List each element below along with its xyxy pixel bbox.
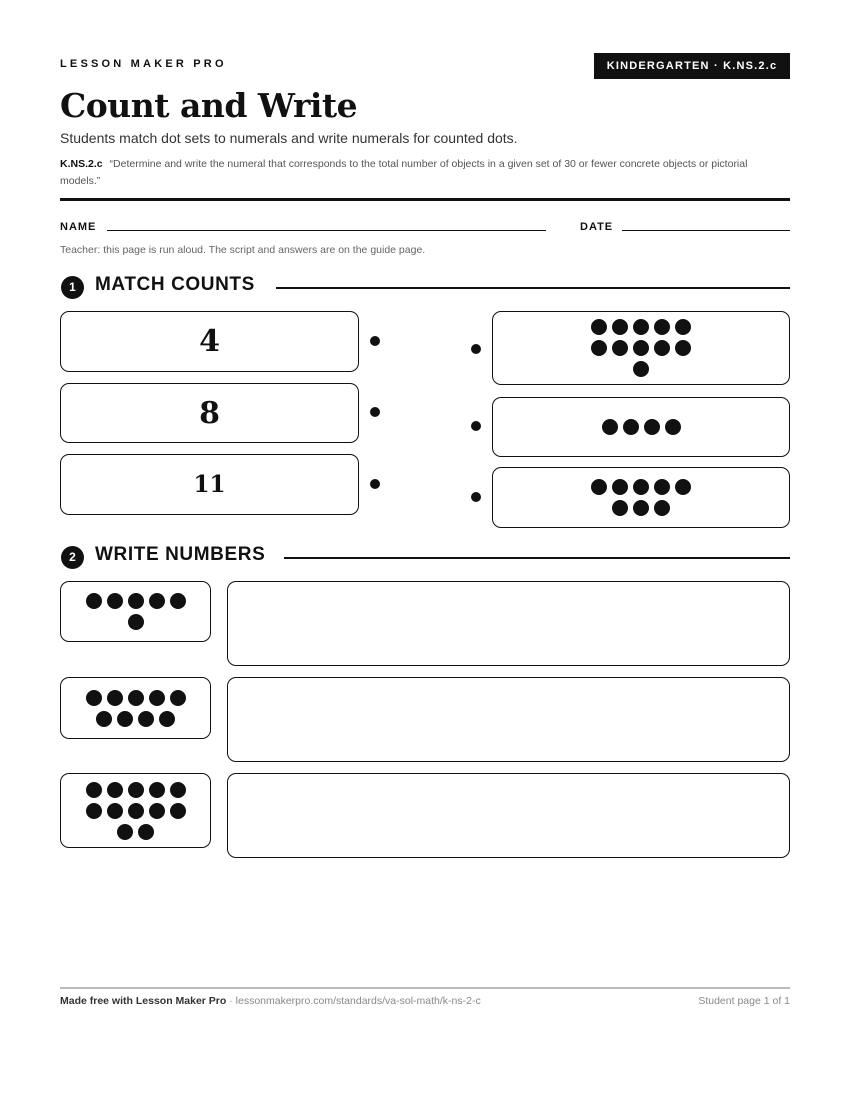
standard-code: K.NS.2.c <box>60 158 103 170</box>
dot <box>149 782 165 798</box>
dot-row <box>117 824 154 840</box>
dot <box>591 319 607 335</box>
page-subtitle: Students match dot sets to numerals and write numerals for counted dots. <box>60 130 518 146</box>
dot <box>128 614 144 630</box>
dot <box>170 593 186 609</box>
dot-set-card <box>60 677 211 739</box>
dot-set-card <box>60 773 211 848</box>
dot <box>117 711 133 727</box>
answer-box[interactable] <box>227 773 790 858</box>
name-label: NAME <box>60 221 97 233</box>
dot <box>675 340 691 356</box>
dot-row <box>128 614 144 630</box>
dot-set-card <box>492 467 790 528</box>
dot-row <box>86 782 186 798</box>
dot-row <box>591 479 691 495</box>
dot <box>665 419 681 435</box>
dot <box>612 319 628 335</box>
dot <box>86 593 102 609</box>
footer-divider <box>60 987 790 989</box>
dot-row <box>86 803 186 819</box>
footer-page-number: Student page 1 of 1 <box>698 995 790 1007</box>
dot <box>675 479 691 495</box>
dot <box>159 711 175 727</box>
match-point[interactable] <box>370 407 380 417</box>
dot <box>633 500 649 516</box>
date-field[interactable] <box>622 230 790 231</box>
dot <box>107 690 123 706</box>
dot <box>654 479 670 495</box>
dot <box>633 340 649 356</box>
numeral-card: 11 <box>60 454 359 515</box>
dot <box>107 782 123 798</box>
dot <box>149 803 165 819</box>
brand-name: LESSON MAKER PRO <box>60 58 227 70</box>
dot-row <box>96 711 175 727</box>
dot <box>612 340 628 356</box>
answer-box[interactable] <box>227 677 790 762</box>
footer-credit <box>60 995 481 1007</box>
dot <box>107 593 123 609</box>
dot-row <box>591 319 691 335</box>
dot-set-card <box>492 397 790 457</box>
dot <box>591 479 607 495</box>
dot-row <box>633 361 649 377</box>
dot-row <box>86 593 186 609</box>
match-point[interactable] <box>471 492 481 502</box>
dot <box>591 340 607 356</box>
answer-box[interactable] <box>227 581 790 666</box>
dot <box>644 419 660 435</box>
dot <box>128 593 144 609</box>
section-number-badge: 2 <box>61 546 84 569</box>
dot <box>633 479 649 495</box>
dot <box>170 782 186 798</box>
dot <box>612 500 628 516</box>
grade-standard-badge: KINDERGARTEN · K.NS.2.c <box>594 53 790 79</box>
dot <box>612 479 628 495</box>
dot <box>633 361 649 377</box>
dot <box>170 803 186 819</box>
dot <box>633 319 649 335</box>
dot-set-card <box>492 311 790 385</box>
dot <box>138 711 154 727</box>
dot <box>117 824 133 840</box>
dot-row <box>612 500 670 516</box>
match-point[interactable] <box>370 336 380 346</box>
dot <box>107 803 123 819</box>
dot <box>149 690 165 706</box>
dot <box>149 593 165 609</box>
match-point[interactable] <box>471 344 481 354</box>
date-label: DATE <box>580 221 614 233</box>
match-point[interactable] <box>471 421 481 431</box>
header-divider <box>60 198 790 201</box>
dot <box>86 803 102 819</box>
dot <box>86 690 102 706</box>
teacher-note: Teacher: this page is run aloud. The script and answers are on the guide page. <box>60 244 426 256</box>
match-point[interactable] <box>370 479 380 489</box>
dot <box>128 803 144 819</box>
page-title: Count and Write <box>60 86 358 125</box>
dot-row <box>591 340 691 356</box>
section-title: WRITE NUMBERS <box>95 544 266 565</box>
footer-made-with: Made free with Lesson Maker Pro <box>60 995 227 1007</box>
section-divider <box>284 557 790 559</box>
dot <box>170 690 186 706</box>
dot-row <box>86 690 186 706</box>
standard-text: “Determine and write the numeral that corresponds to the total number of objects in a given set of 30 or fewer concrete objects or pictorial models.” <box>60 158 748 187</box>
dot <box>623 419 639 435</box>
dot <box>654 500 670 516</box>
dot <box>128 782 144 798</box>
dot <box>654 340 670 356</box>
footer-url[interactable]: · lessonmakerpro.com/standards/va-sol-math/k-ns-2-c <box>226 995 481 1007</box>
standard-description <box>60 156 790 190</box>
dot <box>602 419 618 435</box>
dot <box>654 319 670 335</box>
section-title: MATCH COUNTS <box>95 274 255 295</box>
dot <box>86 782 102 798</box>
dot <box>128 690 144 706</box>
numeral-card: 4 <box>60 311 359 372</box>
dot <box>138 824 154 840</box>
section-number-badge: 1 <box>61 276 84 299</box>
dot-row <box>602 419 681 435</box>
section-divider <box>276 287 790 289</box>
numeral-card: 8 <box>60 383 359 443</box>
dot-set-card <box>60 581 211 642</box>
dot <box>96 711 112 727</box>
name-field[interactable] <box>107 230 546 231</box>
dot <box>675 319 691 335</box>
